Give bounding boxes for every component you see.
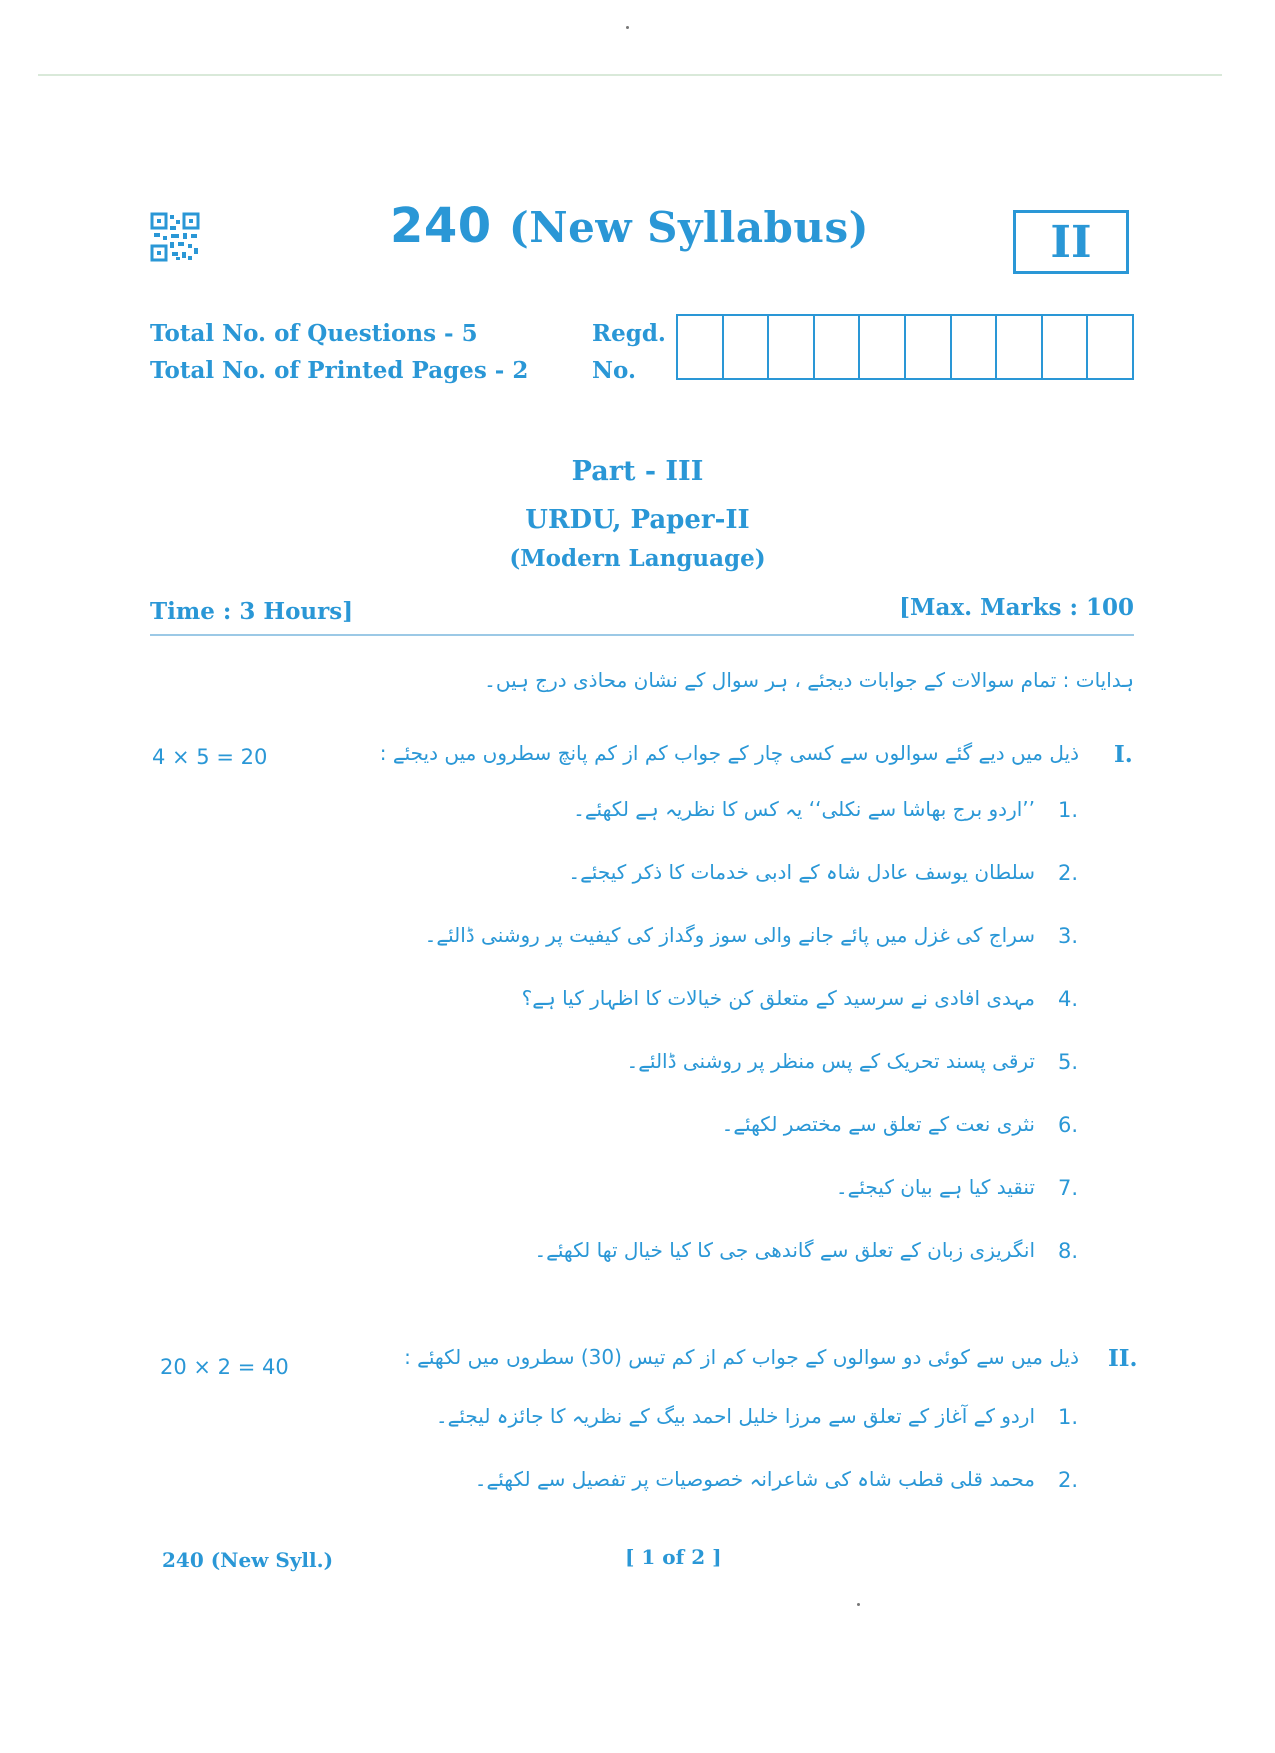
- q1-item-number: 5.: [1058, 1050, 1079, 1074]
- paper-code-title: [390, 198, 869, 254]
- syllabus-label: (New Syllabus): [508, 203, 869, 252]
- q1-item-number: 1.: [1058, 798, 1079, 822]
- scan-speck: [626, 26, 629, 29]
- total-pages: Total No. of Printed Pages - 2: [150, 357, 529, 384]
- regd-digit-box[interactable]: [1043, 316, 1089, 378]
- q1-item-text: تنقید کیا ہے بیان کیجئے۔: [835, 1175, 1035, 1199]
- time-allowed: Time : 3 Hours]: [150, 598, 354, 625]
- regd-digit-box[interactable]: [724, 316, 770, 378]
- q2-item-number: 2.: [1058, 1468, 1079, 1492]
- q2-marks: 20 × 2 = 40: [160, 1355, 289, 1379]
- q1-marks: 4 × 5 = 20: [152, 745, 268, 769]
- qr-code-icon: [150, 212, 200, 262]
- set-label: II: [1050, 216, 1092, 268]
- q1-text: ذیل میں دیے گئے سوالوں سے کسی چار کے جواب کم از کم پانچ سطروں میں دیجئے :: [379, 741, 1079, 765]
- q2-item-text: اردو کے آغاز کے تعلق سے مرزا خلیل احمد بیگ کے نظریہ کا جائزہ لیجئے۔: [435, 1404, 1035, 1428]
- subject-title: URDU, Paper-II: [525, 505, 750, 535]
- no-label: No.: [592, 357, 636, 384]
- instructions: ہدایات : تمام سوالات کے جوابات دیجئے ، ہر سوال کے نشان محاذی درج ہیں۔: [484, 668, 1134, 692]
- q2-item-number: 1.: [1058, 1405, 1079, 1429]
- regd-digit-box[interactable]: [1088, 316, 1132, 378]
- max-marks: [Max. Marks : 100: [899, 594, 1134, 621]
- q2-number: II.: [1108, 1345, 1138, 1372]
- q1-item-text: مہدی افادی نے سرسید کے متعلق کن خیالات کا اظہار کیا ہے؟: [521, 986, 1035, 1010]
- regd-label: Regd.: [592, 320, 666, 347]
- registration-number-boxes[interactable]: [676, 314, 1134, 380]
- set-box: [1013, 210, 1129, 274]
- part-title: Part - III: [571, 456, 704, 487]
- paper-code: 240: [390, 198, 492, 254]
- regd-digit-box[interactable]: [769, 316, 815, 378]
- top-divider: [38, 74, 1222, 76]
- q1-item-text: انگریزی زبان کے تعلق سے گاندھی جی کا کیا خیال تھا لکھئے۔: [534, 1238, 1035, 1262]
- regd-digit-box[interactable]: [997, 316, 1043, 378]
- regd-digit-box[interactable]: [952, 316, 998, 378]
- q1-item-text: ترقی پسند تحریک کے پس منظر پر روشنی ڈالئے۔: [626, 1049, 1035, 1073]
- regd-digit-box[interactable]: [860, 316, 906, 378]
- q1-item-number: 3.: [1058, 924, 1079, 948]
- q1-item-number: 6.: [1058, 1113, 1079, 1137]
- total-questions: Total No. of Questions - 5: [150, 320, 478, 347]
- q1-item-number: 7.: [1058, 1176, 1079, 1200]
- q1-item-number: 4.: [1058, 987, 1079, 1011]
- regd-digit-box[interactable]: [815, 316, 861, 378]
- regd-digit-box[interactable]: [678, 316, 724, 378]
- footer-code: 240 (New Syll.): [162, 1548, 334, 1572]
- header-rule: [150, 634, 1134, 636]
- q1-item-text: سراج کی غزل میں پائے جانے والی سوز وگداز کی کیفیت پر روشنی ڈالئے۔: [424, 923, 1035, 947]
- regd-digit-box[interactable]: [906, 316, 952, 378]
- q1-item-text: سلطان یوسف عادل شاہ کے ادبی خدمات کا ذکر کیجئے۔: [568, 860, 1035, 884]
- scan-speck: [857, 1603, 860, 1606]
- q1-item-number: 8.: [1058, 1239, 1079, 1263]
- q1-item-text: ’’اردو برج بھاشا سے نکلی‘‘ یہ کس کا نظریہ ہے لکھئے۔: [573, 797, 1035, 821]
- q1-item-text: نثری نعت کے تعلق سے مختصر لکھئے۔: [721, 1112, 1035, 1136]
- q1-item-number: 2.: [1058, 861, 1079, 885]
- q2-text: ذیل میں سے کوئی دو سوالوں کے جواب کم از کم تیس (30) سطروں میں لکھئے :: [404, 1345, 1079, 1369]
- q2-item-text: محمد قلی قطب شاہ کی شاعرانہ خصوصیات پر تفصیل سے لکھئے۔: [474, 1467, 1035, 1491]
- page-number: [ 1 of 2 ]: [625, 1545, 722, 1569]
- q1-number: I.: [1114, 741, 1133, 768]
- subject-subtitle: (Modern Language): [509, 545, 766, 572]
